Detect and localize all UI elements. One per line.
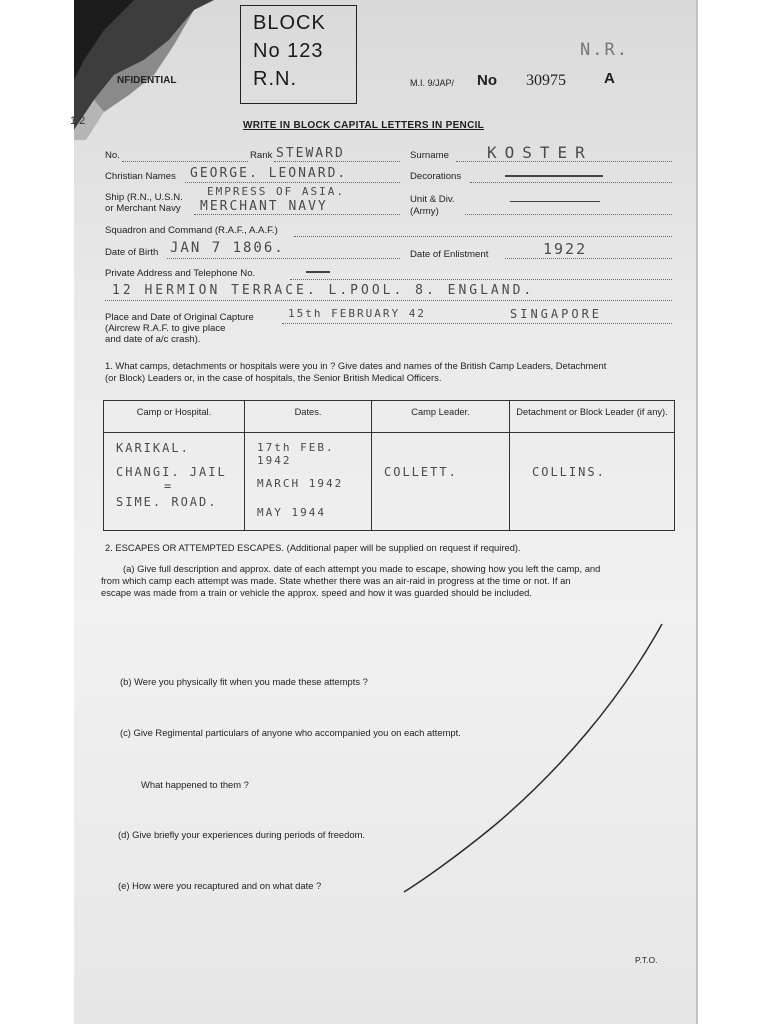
camps-table xyxy=(103,400,675,531)
no-label: No xyxy=(477,72,497,89)
date-entry-1: 17th FEB. 1942 xyxy=(257,441,335,467)
capture-label: Place and Date of Original Capture xyxy=(105,312,254,323)
christian-names-value: GEORGE. LEONARD. xyxy=(190,166,348,181)
corner-tag: 1.2 xyxy=(70,115,86,127)
block-leader-entry-2: COLLINS. xyxy=(532,465,606,479)
rank-value: STEWARD xyxy=(276,146,345,161)
form-number: 30975 xyxy=(526,72,566,89)
question-2a-line-2: from which camp each attempt was made. State whether there was an air-raid in progress at the time or not. If an xyxy=(101,575,571,586)
camp-leader-entry-2: COLLETT. xyxy=(384,465,458,479)
dob-label: Date of Birth xyxy=(105,247,159,258)
capture-place: SINGAPORE xyxy=(510,307,603,321)
column-header-dates: Dates. xyxy=(245,401,372,433)
rank-label: Rank xyxy=(250,150,273,161)
squadron-label: Squadron and Command (R.A.F., A.A.F.) xyxy=(105,225,278,236)
unit-dash xyxy=(510,201,600,202)
no-field-label: No. xyxy=(105,150,120,161)
ship-label-2: or Merchant Navy xyxy=(105,203,181,214)
column-header-camp-leader: Camp Leader. xyxy=(372,401,510,433)
question-2e: (e) How were you recaptured and on what date ? xyxy=(118,880,322,891)
surname-label: Surname xyxy=(410,150,449,161)
date-entry-4: MAY 1944 xyxy=(257,506,326,519)
decorations-dash xyxy=(505,175,603,177)
table-cell xyxy=(372,433,510,531)
ship-value-2: MERCHANT NAVY xyxy=(200,199,328,214)
enlistment-label: Date of Enlistment xyxy=(410,249,489,260)
unit-label-2: (Army) xyxy=(410,206,439,217)
ship-label: Ship (R.N., U.S.N. xyxy=(105,192,183,203)
address-value: 12 HERMION TERRACE. L.POOL. 8. ENGLAND. xyxy=(112,283,535,298)
stamp-rn: R.N. xyxy=(253,68,297,90)
christian-names-label: Christian Names xyxy=(105,171,176,182)
question-2a-line-3: escape was made from a train or vehicle the approx. speed and how it was guarded should be included. xyxy=(101,587,532,598)
camp-entry-2: CHANGI. JAIL xyxy=(116,465,227,479)
address-label: Private Address and Telephone No. xyxy=(105,268,256,279)
classification-label: NFIDENTIAL xyxy=(117,75,177,86)
camps-table-header xyxy=(104,401,675,433)
block-leader-entry-1 xyxy=(522,441,668,455)
question-2d: (d) Give briefly your experiences during periods of freedom. xyxy=(118,829,365,840)
table-cell xyxy=(104,433,245,531)
column-header-block-leader: Detachment or Block Leader (if any). xyxy=(510,401,675,433)
capture-label-2: (Aircrew R.A.F. to give place xyxy=(105,323,226,334)
question-2c: (c) Give Regimental particulars of anyone who accompanied you on each attempt. xyxy=(120,727,461,738)
capture-label-3: and date of a/c crash). xyxy=(105,334,201,345)
surname-value: KOSTER xyxy=(487,143,593,162)
corner-note: N.R. xyxy=(580,40,629,60)
date-entry-2: MARCH 1942 xyxy=(257,477,344,490)
address-dash xyxy=(306,271,330,273)
table-row xyxy=(104,433,675,531)
instruction-title: WRITE IN BLOCK CAPITAL LETTERS IN PENCIL xyxy=(243,120,485,131)
form-suffix: A xyxy=(604,70,615,87)
capture-date: 15th FEBRUARY 42 xyxy=(288,307,426,320)
question-1-line-2: (or Block) Leaders or, in the case of hospitals, the Senior British Medical Officers. xyxy=(105,372,442,383)
stamp-number: No 123 xyxy=(253,40,324,62)
question-2c-followup: What happened to them ? xyxy=(141,779,249,790)
enlistment-value: 1922 xyxy=(543,240,588,258)
table-cell xyxy=(510,433,675,531)
pto-label: P.T.O. xyxy=(635,955,658,965)
camp-leader-entry-1 xyxy=(384,441,503,455)
question-2b: (b) Were you physically fit when you made these attempts ? xyxy=(120,676,368,687)
unit-label: Unit & Div. xyxy=(410,194,455,205)
dob-value: JAN 7 1806. xyxy=(170,240,285,256)
camp-entry-4: SIME. ROAD. xyxy=(116,495,218,509)
table-cell xyxy=(245,433,372,531)
question-2a-line-1: (a) Give full description and approx. date of each attempt you made to escape, showing how you left the camp, and xyxy=(123,563,601,574)
column-header-camp: Camp or Hospital. xyxy=(104,401,245,433)
camp-entry-1: KARIKAL. xyxy=(116,441,190,455)
torn-corner xyxy=(74,0,224,140)
ref-prefix: M.I. 9/JAP/ xyxy=(410,78,455,88)
question-2-heading: 2. ESCAPES OR ATTEMPTED ESCAPES. (Additional paper will be supplied on request if required). xyxy=(105,542,521,553)
block-stamp xyxy=(240,5,357,104)
camp-entry-3: = xyxy=(164,479,174,493)
stamp-block: BLOCK xyxy=(253,12,326,34)
question-1-line-1: 1. What camps, detachments or hospitals were you in ? Give dates and names of the British Camp Leaders, Detachment xyxy=(105,360,607,371)
strike-through-line xyxy=(400,620,670,900)
decorations-label: Decorations xyxy=(410,171,462,182)
ship-value: EMPRESS OF ASIA. xyxy=(207,185,345,198)
